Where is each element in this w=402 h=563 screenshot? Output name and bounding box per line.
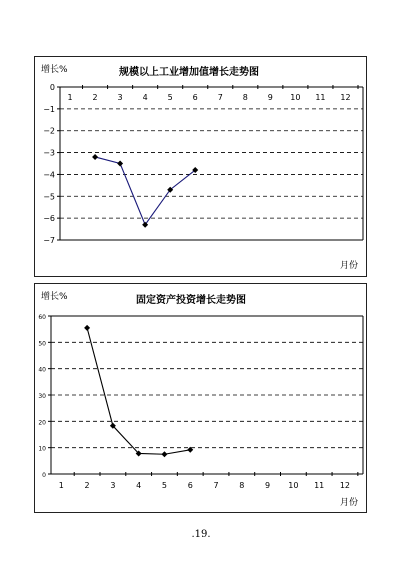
- chart2-y-tick-label: 30: [38, 393, 46, 400]
- chart2-x-tick-label: 12: [339, 481, 351, 490]
- chart2-x-tick-label: 6: [187, 481, 193, 490]
- chart1-x-tick-label: 4: [142, 93, 148, 102]
- chart1-ylabel: 增长%: [41, 65, 68, 75]
- industrial-growth-chart: [35, 57, 368, 278]
- chart1-y-tick-label: −2: [43, 126, 55, 136]
- chart1-x-tick-label: 7: [217, 93, 223, 102]
- chart2-x-tick-label: 4: [136, 481, 142, 490]
- chart1-data-point: [117, 161, 123, 167]
- chart2-ylabel: 增长%: [41, 292, 68, 302]
- chart2-x-tick-label: 3: [110, 481, 116, 490]
- page-number: .19.: [191, 529, 211, 540]
- chart2-xlabel: 月份: [340, 498, 359, 508]
- chart2-data-point: [84, 325, 90, 331]
- chart1-y-tick-label: −3: [43, 148, 55, 158]
- chart2-y-tick-label: 50: [38, 340, 46, 348]
- chart1-x-tick-label: 1: [67, 93, 73, 102]
- chart2-title: 固定资产投资增长走势图: [136, 295, 246, 306]
- industrial-growth-chart-panel: [34, 56, 367, 277]
- chart2-y-tick-label: 0: [42, 472, 46, 479]
- chart2-data-point: [161, 451, 167, 457]
- chart1-y-tick-label: −4: [43, 170, 55, 180]
- chart1-x-tick-label: 10: [290, 93, 301, 102]
- chart1-x-tick-label: 8: [242, 93, 248, 102]
- chart2-y-tick-label: 60: [38, 314, 46, 321]
- chart1-x-tick-label: 5: [167, 93, 173, 102]
- chart1-x-tick-label: 9: [267, 93, 273, 102]
- investment-growth-chart: [35, 284, 368, 514]
- chart2-x-tick-label: 10: [288, 481, 299, 490]
- chart1-xlabel: 月份: [340, 261, 359, 271]
- chart1-series-line: [95, 157, 195, 225]
- chart1-x-tick-label: 3: [117, 93, 123, 102]
- chart1-y-tick-label: −1: [43, 104, 55, 114]
- chart2-x-tick-label: 1: [58, 481, 64, 490]
- chart2-series-line: [87, 328, 190, 454]
- investment-growth-chart-panel: [34, 283, 367, 513]
- chart2-y-tick-label: 40: [38, 366, 46, 374]
- chart2-y-tick-label: 10: [38, 445, 46, 453]
- chart2-x-tick-label: 8: [239, 481, 245, 490]
- chart1-x-tick-label: 12: [340, 93, 351, 102]
- chart1-x-tick-label: 11: [315, 93, 326, 102]
- chart2-x-tick-label: 11: [314, 481, 325, 490]
- chart1-y-tick-label: −7: [43, 236, 55, 245]
- chart1-y-tick-label: −5: [43, 192, 55, 202]
- chart2-y-tick-label: 20: [38, 419, 46, 427]
- chart2-x-tick-label: 9: [265, 481, 271, 490]
- chart1-data-point: [92, 154, 98, 160]
- chart1-y-tick-label: 0: [49, 83, 55, 92]
- chart1-y-tick-label: −6: [43, 214, 55, 224]
- chart1-x-tick-label: 6: [192, 93, 198, 102]
- chart1-x-tick-label: 2: [92, 93, 98, 102]
- chart2-x-tick-label: 2: [84, 481, 90, 490]
- chart2-x-tick-label: 7: [213, 481, 219, 490]
- chart1-title: 规模以上工业增加值增长走势图: [119, 67, 259, 78]
- chart2-x-tick-label: 5: [161, 481, 168, 490]
